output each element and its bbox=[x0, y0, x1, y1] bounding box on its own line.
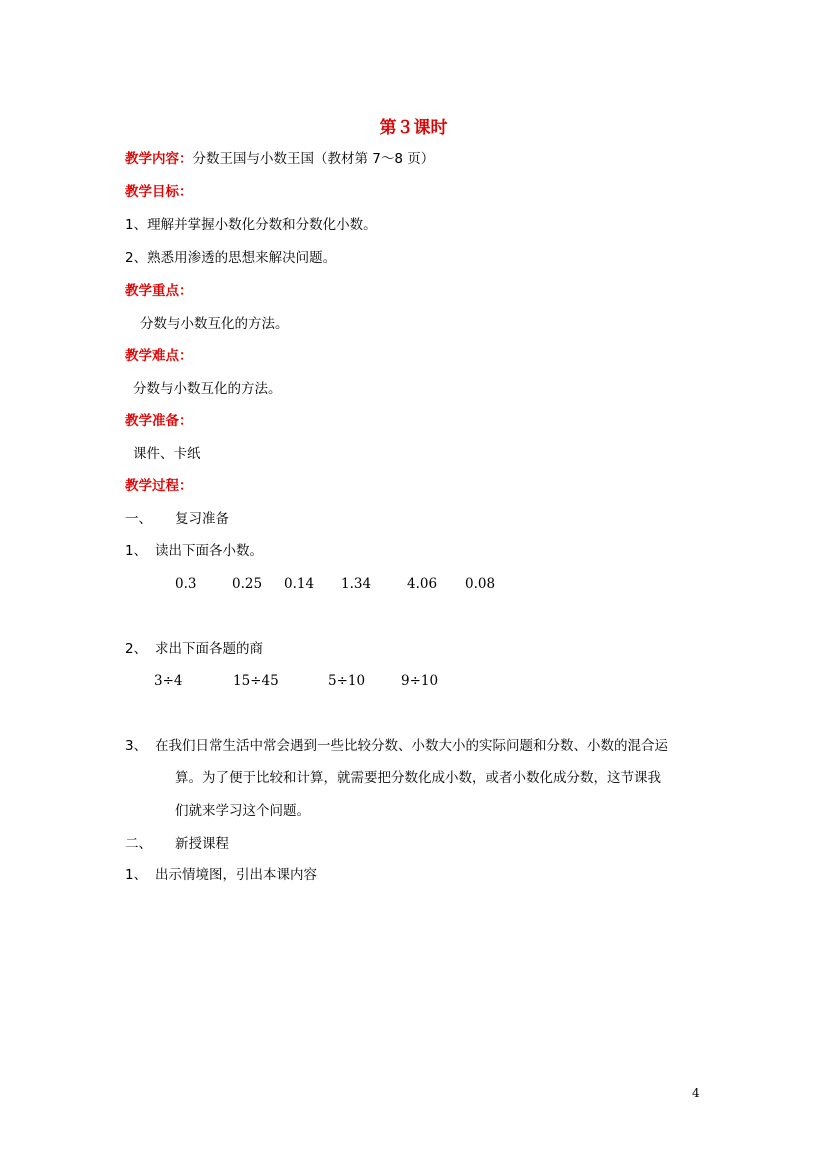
decimal-3: 0.14 bbox=[284, 576, 315, 592]
decimal-4: 1.34 bbox=[341, 576, 372, 592]
decimal-2: 0.25 bbox=[232, 576, 263, 592]
teaching-content-label: 教学内容： bbox=[125, 151, 193, 167]
lesson-title: 第３课时 bbox=[379, 118, 448, 138]
division-2: 15÷45 bbox=[233, 673, 279, 689]
item-1-marker: 1、 bbox=[125, 543, 148, 559]
difficulties-text: 分数与小数互化的方法。 bbox=[133, 381, 282, 397]
section-2-marker: 二、 bbox=[125, 836, 152, 852]
division-4: 9÷10 bbox=[401, 673, 439, 689]
teaching-goals-label: 教学目标： bbox=[125, 184, 193, 200]
key-points-text: 分数与小数互化的方法。 bbox=[140, 316, 289, 332]
division-3: 5÷10 bbox=[328, 673, 366, 689]
preparation-label: 教学准备： bbox=[125, 413, 193, 429]
teaching-content bbox=[125, 150, 434, 168]
item-2-marker: 2、 bbox=[125, 641, 148, 657]
item-3-line-2: 算。为了便于比较和计算，就需要把分数化成小数，或者小数化成分数，这节课我 bbox=[175, 770, 661, 786]
key-points-label: 教学重点： bbox=[125, 283, 193, 299]
item-2-text: 求出下面各题的商 bbox=[155, 641, 263, 657]
item-3-marker: 3、 bbox=[125, 738, 148, 754]
division-1: 3÷4 bbox=[154, 673, 183, 689]
goal-item-2: 2、熟悉用渗透的思想来解决问题。 bbox=[125, 250, 337, 266]
item-3-line-1: 在我们日常生活中常会遇到一些比较分数、小数大小的实际问题和分数、小数的混合运 bbox=[155, 738, 668, 754]
section-1-title: 复习准备 bbox=[175, 511, 229, 527]
item-1-text: 读出下面各小数。 bbox=[155, 543, 263, 559]
preparation-text: 课件、卡纸 bbox=[133, 446, 201, 462]
section-1-marker: 一、 bbox=[125, 511, 152, 527]
decimal-5: 4.06 bbox=[407, 576, 438, 592]
difficulties-label: 教学难点： bbox=[125, 348, 193, 364]
decimal-1: 0.3 bbox=[175, 576, 197, 592]
decimal-6: 0.08 bbox=[465, 576, 496, 592]
item-4-marker: 1、 bbox=[125, 867, 148, 883]
item-4-text: 出示情境图，引出本课内容 bbox=[155, 867, 317, 883]
process-label: 教学过程： bbox=[125, 478, 193, 494]
goal-item-1: 1、理解并掌握小数化分数和分数化小数。 bbox=[125, 217, 377, 233]
section-2-title: 新授课程 bbox=[175, 836, 229, 852]
page-number: 4 bbox=[692, 1086, 700, 1100]
teaching-content-text: 分数王国与小数王国（教材第 7～8 页） bbox=[192, 151, 435, 167]
item-3-line-3: 们就来学习这个问题。 bbox=[175, 803, 310, 819]
